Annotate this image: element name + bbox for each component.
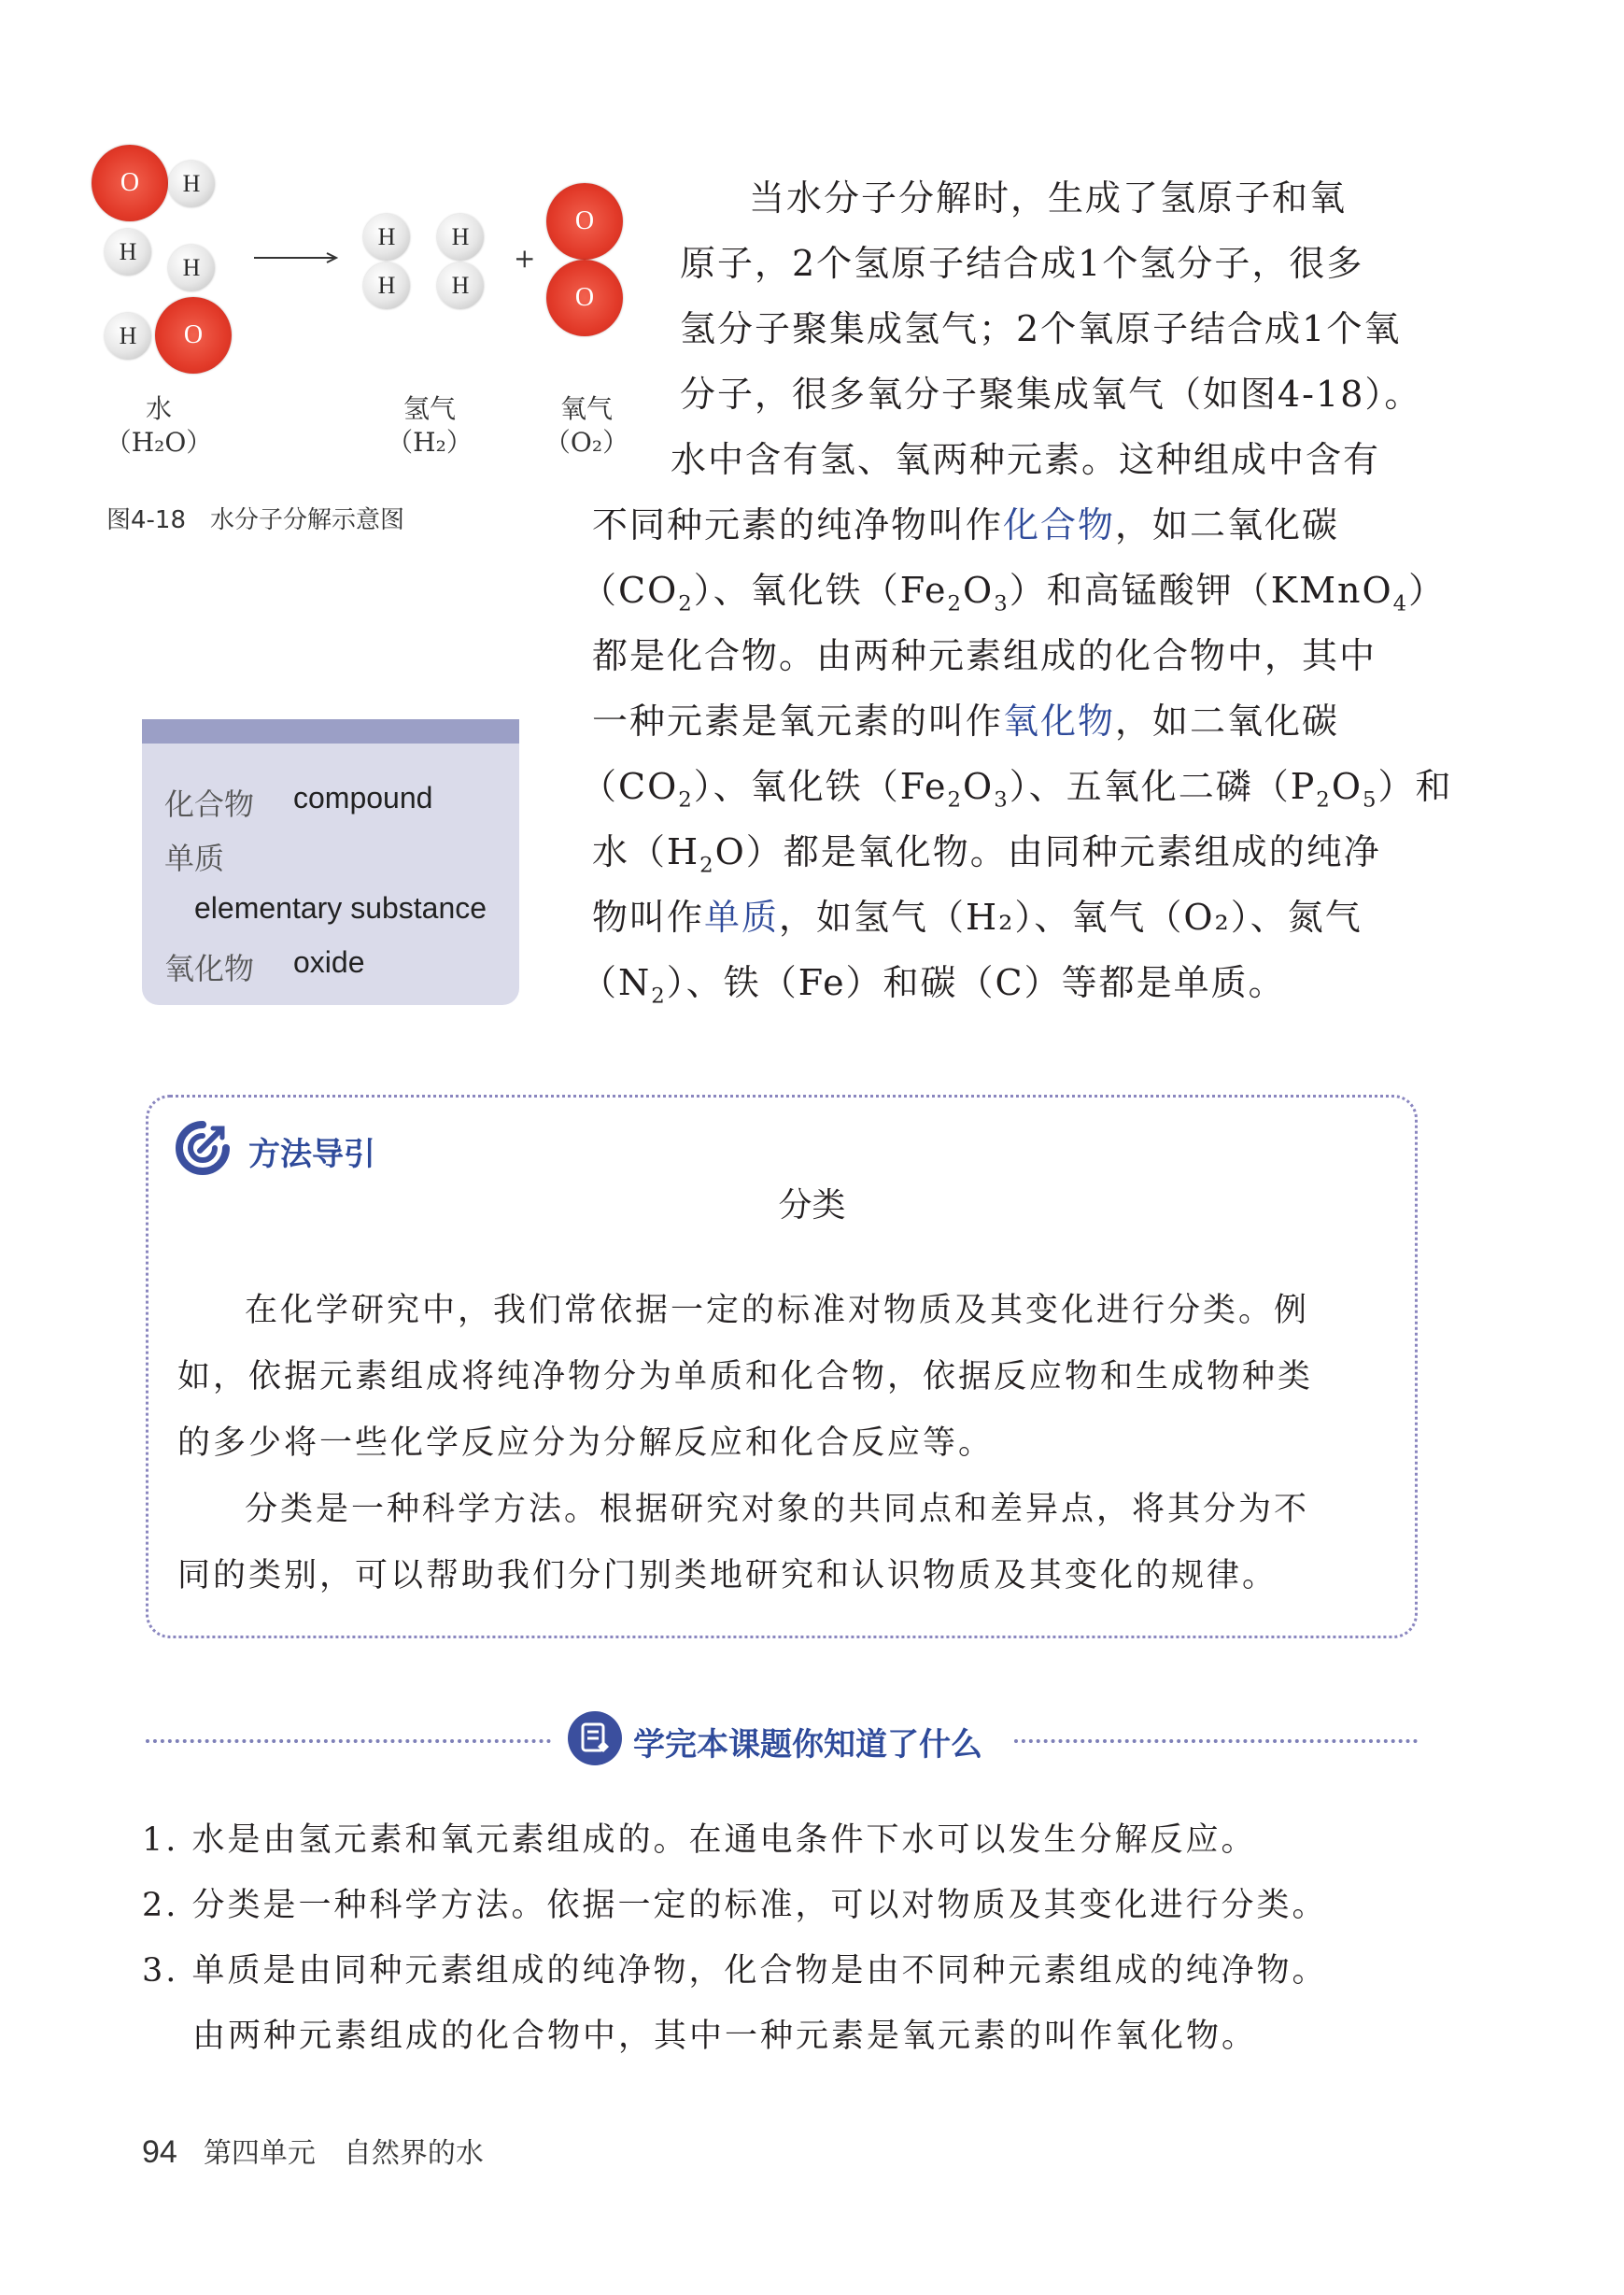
summary-divider-left — [146, 1739, 551, 1743]
text-span: 物叫作 — [592, 897, 705, 938]
water-name: 水 — [145, 393, 172, 424]
method-guide-title: 方法导引 — [248, 1136, 375, 1173]
summary-title: 学完本课题你知道了什么 — [633, 1726, 982, 1764]
water-label — [103, 392, 215, 460]
list-item: 2. 分类是一种科学方法。依据一定的标准，可以对物质及其变化进行分类。 — [142, 1887, 1328, 1924]
text-line: 水$(H_2O)$都是氧化物。由同种元素组成的纯净 — [592, 831, 1381, 878]
text-line: $(CO_2)$、氧化铁$(Fe_2O_3)$、五氧化二磷$(P_2O_5)$和 — [581, 766, 1453, 813]
page-number: 94 — [142, 2134, 177, 2170]
figure-caption: 图4-18 水分子分解示意图 — [106, 506, 405, 534]
keyword-element: 单质 — [704, 897, 780, 938]
oxygen-label — [530, 392, 643, 460]
hydrogen-atom: H — [437, 262, 484, 309]
keyword-compound: 化合物 — [1003, 504, 1116, 545]
hydrogen-formula: （H₂） — [387, 427, 473, 458]
vocabulary-header-bar — [142, 719, 519, 744]
summary-divider-right — [1014, 1739, 1418, 1743]
oxygen-formula: （O₂） — [544, 427, 629, 458]
text-line: 分类是一种科学方法。根据研究对象的共同点和差异点，将其分为不 — [245, 1491, 1310, 1528]
text-span: ，如二氧化碳 — [1115, 701, 1340, 742]
summary-icon — [566, 1709, 624, 1767]
oxygen-atom: O — [155, 297, 232, 374]
text-line: 原子，2个氢原子结合成1个氢分子，很多 — [680, 243, 1364, 284]
text-line: 在化学研究中，我们常依据一定的标准对物质及其变化进行分类。例 — [245, 1292, 1310, 1329]
hydrogen-atom: H — [363, 262, 410, 309]
text-line: 都是化合物。由两种元素组成的化合物中，其中 — [592, 635, 1377, 676]
oxygen-atom: O — [546, 183, 623, 260]
page-footer — [142, 2130, 484, 2171]
unit-title: 第四单元 自然界的水 — [203, 2137, 484, 2170]
method-heading: 分类 — [778, 1186, 846, 1225]
text-line: 氢分子聚集成氢气；2个氧原子结合成1个氧 — [680, 308, 1402, 349]
vocab-compound-en: compound — [293, 781, 433, 815]
text-line: 如，依据元素组成将纯净物分为单质和化合物，依据反应物和生成物种类 — [177, 1358, 1314, 1395]
water-formula: （H₂O） — [105, 427, 213, 458]
reaction-arrow-icon — [252, 250, 342, 265]
hydrogen-atom: H — [105, 313, 151, 360]
hydrogen-name: 氢气 — [402, 393, 456, 424]
text-line: $(CO_2)$、氧化铁$(Fe_2O_3)$和高锰酸钾（KMnO$_4$） — [581, 570, 1447, 616]
text-span: ，如氢气（H₂）、氧气（O₂）、氮气 — [779, 897, 1363, 938]
oxygen-name: 氧气 — [559, 393, 613, 424]
text-span: 一种元素是氧元素的叫作 — [592, 701, 1004, 742]
text-line: 的多少将一些化学反应分为分解反应和化合反应等。 — [177, 1424, 995, 1462]
plus-sign: + — [514, 243, 536, 274]
vocab-element-cn: 单质 — [164, 841, 225, 876]
vocab-oxide-en: oxide — [293, 945, 365, 979]
vocab-element-en: elementary substance — [194, 891, 487, 925]
hydrogen-atom: H — [105, 229, 151, 276]
text-span: 不同种元素的纯净物叫作 — [592, 504, 1004, 545]
vocab-oxide-cn: 氧化物 — [164, 951, 255, 986]
hydrogen-atom: H — [168, 245, 215, 291]
vocabulary-box — [142, 719, 519, 1005]
keyword-oxide: 氧化物 — [1003, 701, 1116, 742]
hydrogen-atom: H — [168, 161, 215, 207]
method-guide-icon — [174, 1119, 232, 1177]
oxygen-atom: O — [546, 260, 623, 336]
vocab-compound-cn: 化合物 — [164, 786, 255, 822]
text-line: 同的类别，可以帮助我们分门别类地研究和认识物质及其变化的规律。 — [177, 1557, 1278, 1594]
text-line: 分子，很多氧分子聚集成氧气（如图4-18）。 — [680, 374, 1422, 415]
hydrogen-atom: H — [437, 214, 484, 261]
list-item: 3. 单质是由同种元素组成的纯净物，化合物是由不同种元素组成的纯净物。 — [142, 1952, 1328, 1990]
list-item: 由两种元素组成的化合物中，其中一种元素是氧元素的叫作氧化物。 — [192, 2018, 1258, 2055]
text-line: 当水分子分解时，生成了氢原子和氧 — [749, 177, 1348, 219]
text-line — [592, 492, 1339, 558]
text-line: $(N_2)$、铁（Fe）和碳（C）等都是单质。 — [581, 962, 1286, 1009]
list-item: 1. 水是由氢元素和氧元素组成的。在通电条件下水可以发生分解反应。 — [142, 1821, 1257, 1859]
text-line — [592, 688, 1339, 754]
text-line: 水中含有氢、氧两种元素。这种组成中含有 — [671, 439, 1381, 480]
text-span: ，如二氧化碳 — [1115, 504, 1340, 545]
oxygen-atom: O — [92, 145, 168, 221]
hydrogen-label — [374, 392, 486, 460]
text-line — [592, 885, 1363, 950]
hydrogen-atom: H — [363, 214, 410, 261]
